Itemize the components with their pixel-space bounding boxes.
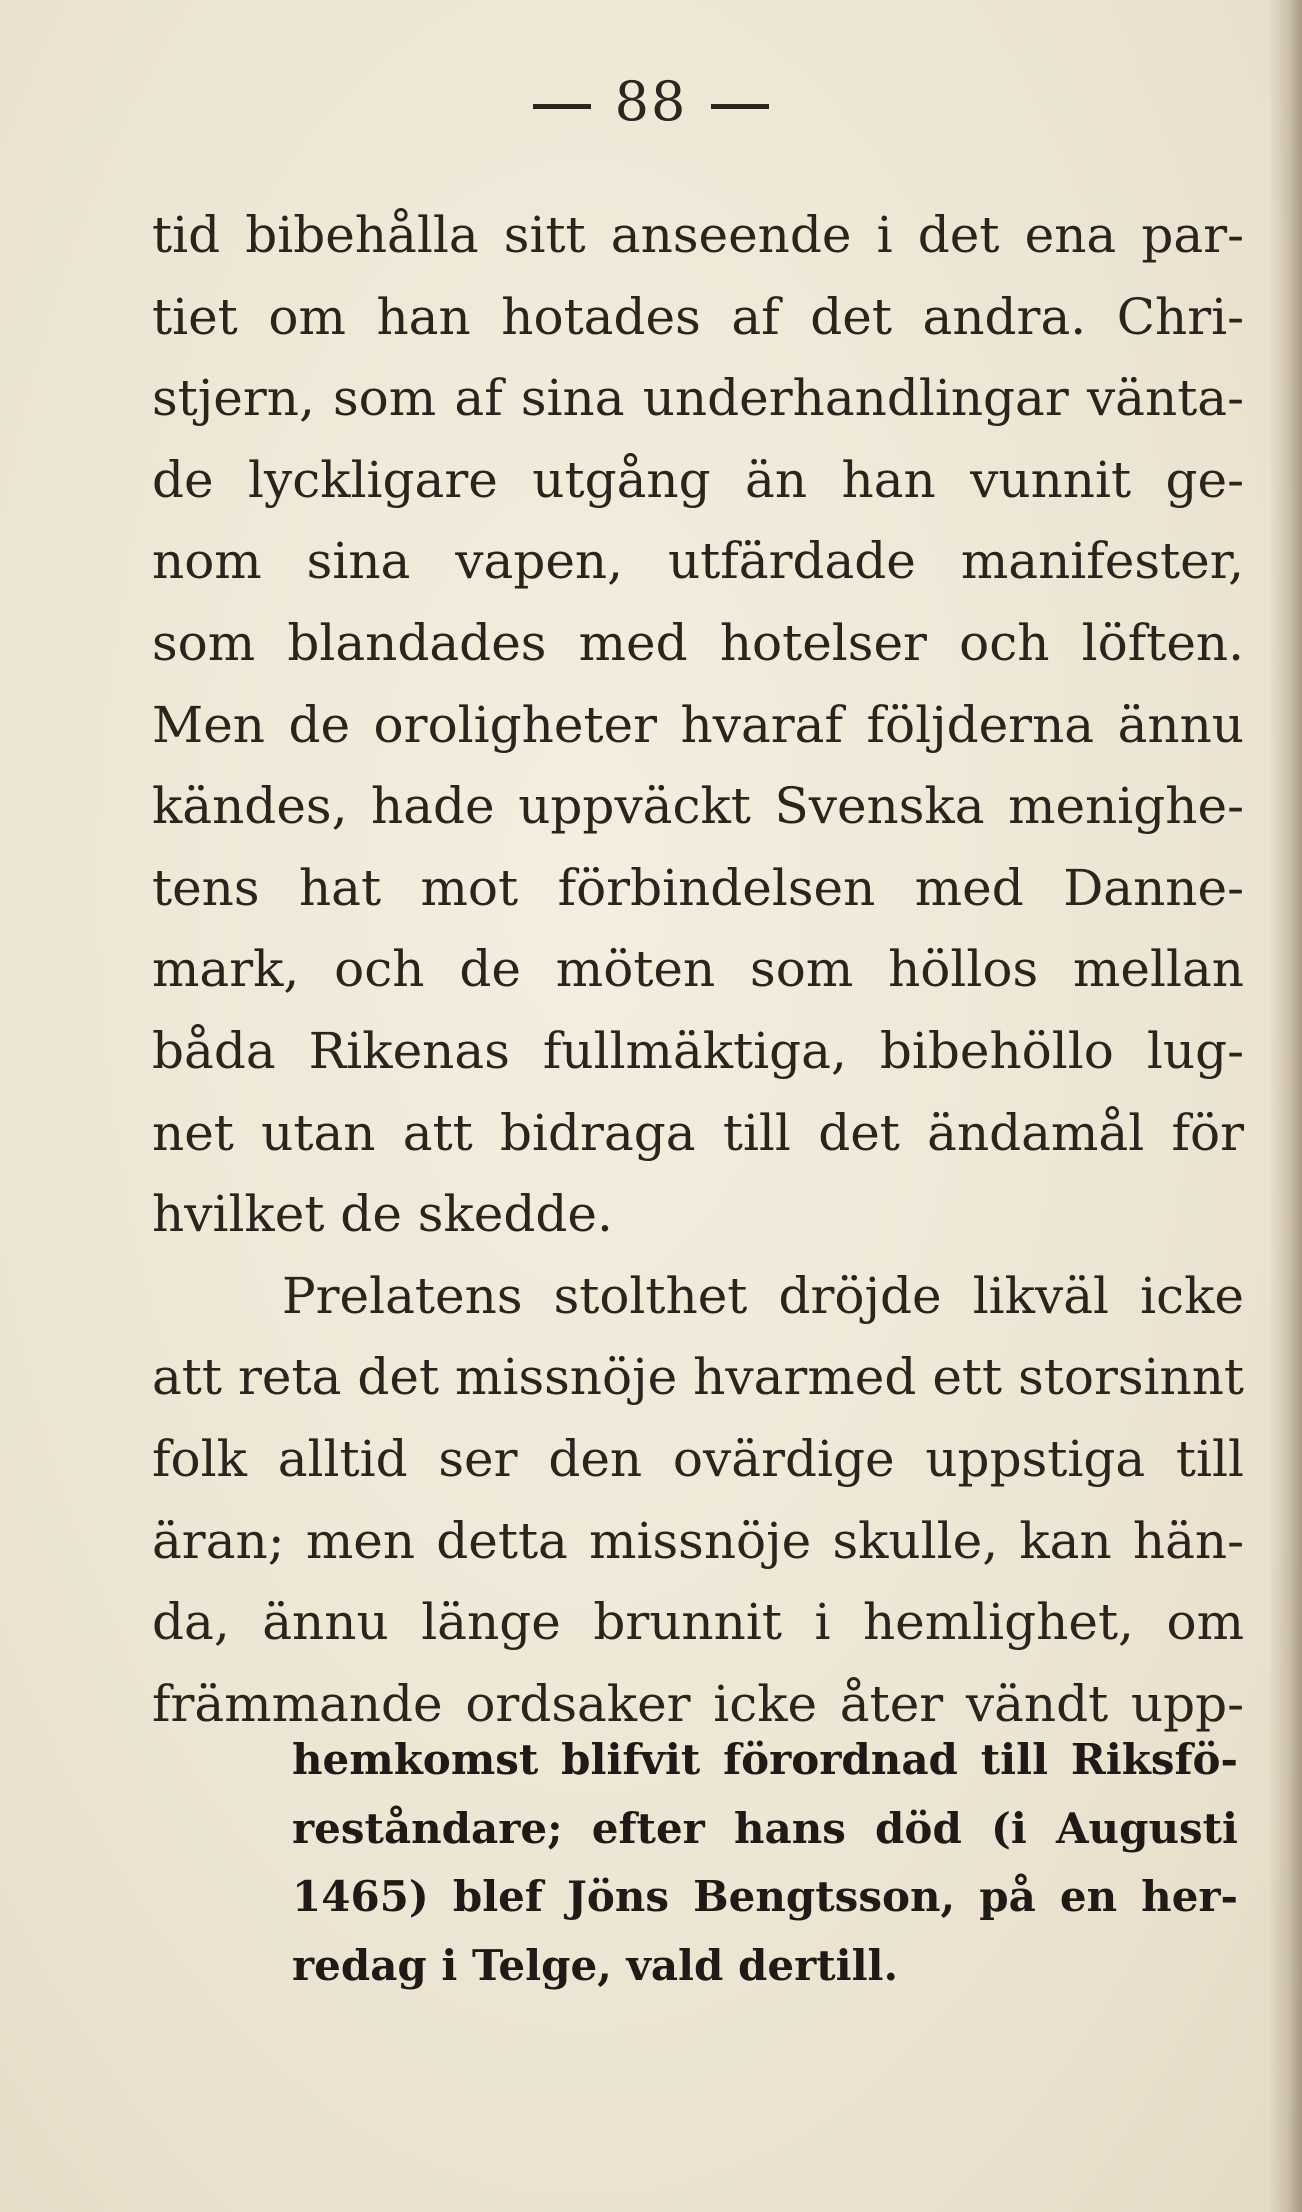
text-line: kändes, hade uppväckt Svenska menighe- bbox=[152, 777, 1244, 836]
text-line: tid bibehålla sitt anseende i det ena par- bbox=[152, 206, 1244, 264]
text-line: mark, och de möten som höllos mellan bbox=[152, 940, 1244, 999]
text-line: Men de oroligheter hvaraf följderna ännu bbox=[152, 695, 1244, 754]
text-line: tens hat mot förbindelsen med Danne- bbox=[152, 858, 1244, 917]
text-line: att reta det missnöje hvarmed ett storsinnt bbox=[152, 1348, 1244, 1407]
page-edge-shadow bbox=[1268, 0, 1302, 2212]
footnote-line: reståndare; efter hans död (i Augusti bbox=[292, 1803, 1238, 1853]
text-line: folk alltid ser den ovärdige uppstiga till bbox=[152, 1429, 1244, 1488]
text-line: främmande ordsaker icke åter vändt upp- bbox=[152, 1674, 1244, 1733]
text-line: båda Rikenas fullmäktiga, bibehöllo lug- bbox=[152, 1021, 1244, 1080]
text-line: net utan att bidraga till det ändamål för bbox=[152, 1103, 1244, 1162]
text-line: stjern, som af sina underhandlingar vänta- bbox=[152, 369, 1244, 428]
left-dash bbox=[533, 104, 591, 109]
text-line: som blandades med hotelser och löften. bbox=[152, 613, 1244, 672]
text-line: Prelatens stolthet dröjde likväl icke bbox=[282, 1266, 1244, 1325]
text-line: tiet om han hotades af det andra. Chri- bbox=[152, 287, 1244, 346]
text-line: da, ännu länge brunnit i hemlighet, om bbox=[152, 1593, 1244, 1652]
page-number: 88 bbox=[614, 70, 688, 133]
footnote-line: hemkomst blifvit förordnad till Riksfö- bbox=[292, 1735, 1238, 1784]
text-line: nom sina vapen, utfärdade manifester, bbox=[152, 532, 1244, 591]
text-line: hvilket de skedde. bbox=[152, 1185, 613, 1244]
body-text bbox=[152, 195, 1244, 1745]
footnote bbox=[292, 1726, 1238, 2000]
text-line: de lyckligare utgång än han vunnit ge- bbox=[152, 450, 1244, 509]
footnote-line: redag i Telge, vald dertill. bbox=[292, 1940, 899, 1990]
right-dash bbox=[711, 104, 769, 109]
page-header bbox=[0, 70, 1302, 133]
text-line: äran; men detta missnöje skulle, kan hän- bbox=[152, 1511, 1244, 1570]
footnote-line: 1465) blef Jöns Bengtsson, på en her- bbox=[292, 1872, 1238, 1921]
